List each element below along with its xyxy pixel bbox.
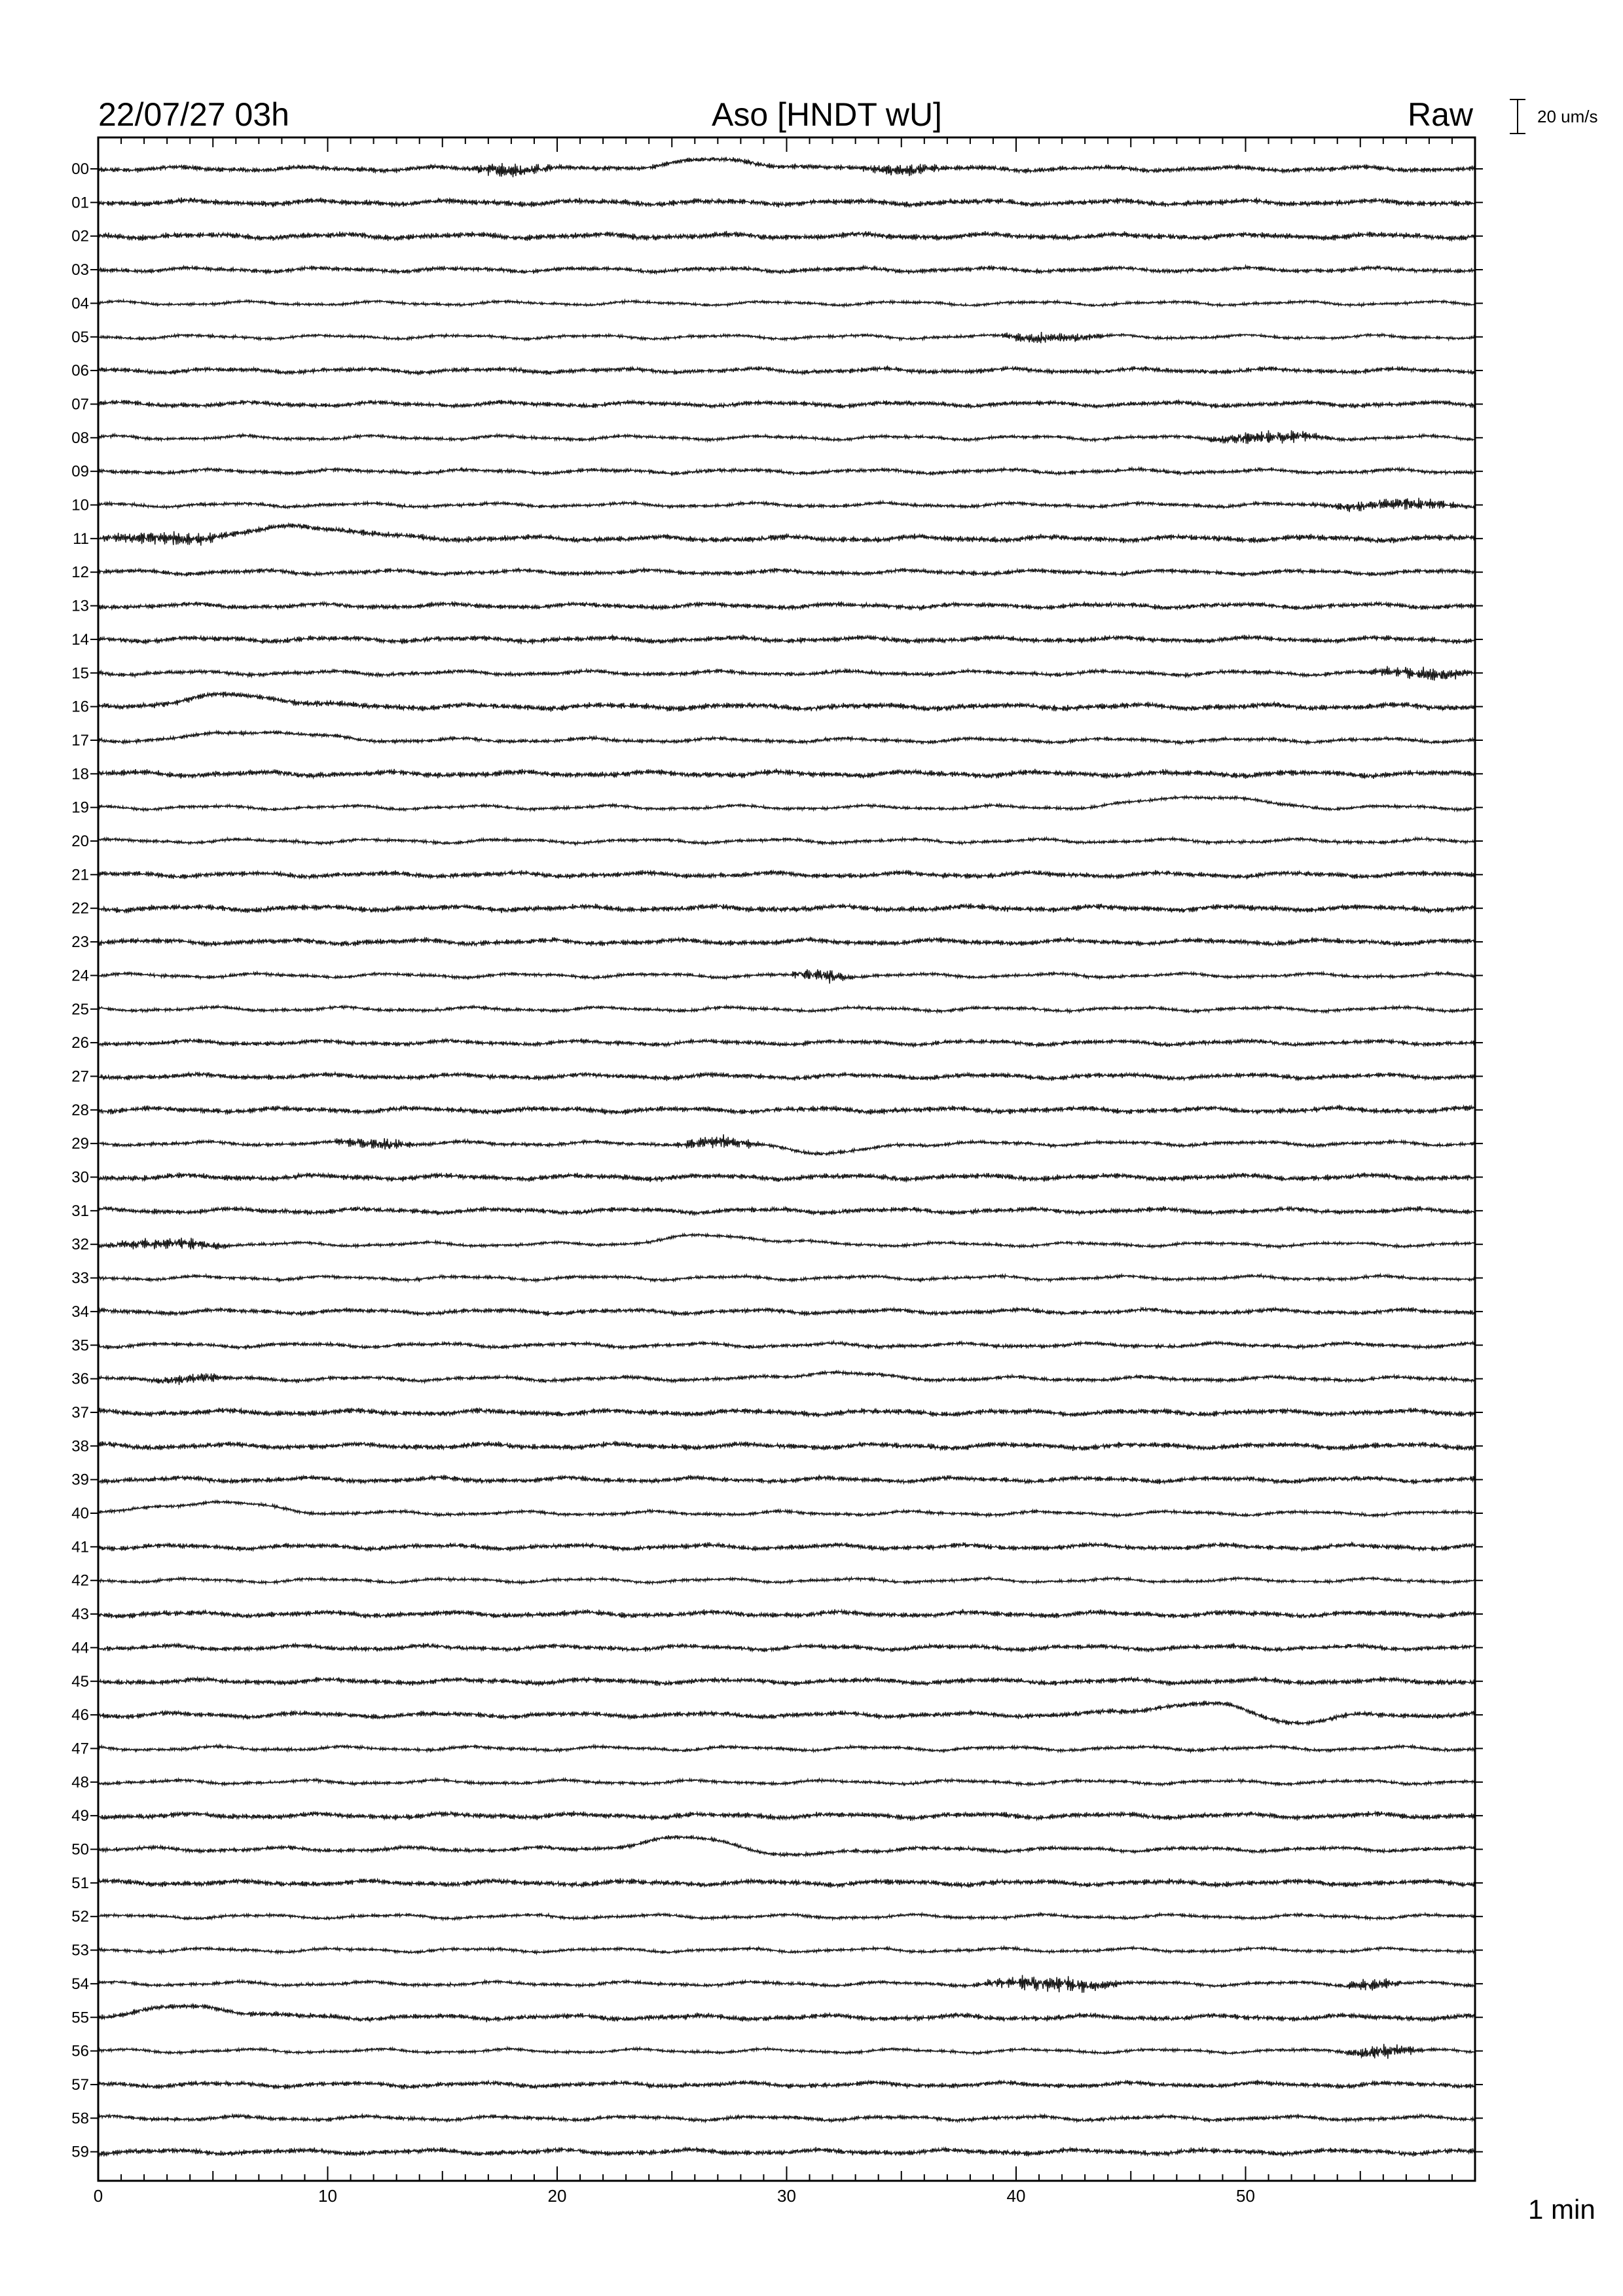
row-label-39: 39: [71, 1471, 89, 1489]
row-label-59: 59: [71, 2143, 89, 2161]
trace-row-42: [98, 1577, 1475, 1584]
row-label-04: 04: [71, 295, 89, 313]
trace-row-04: [98, 300, 1475, 306]
trace-row-33: [98, 1274, 1475, 1282]
trace-row-15: [98, 666, 1475, 681]
row-label-53: 53: [71, 1941, 89, 1960]
trace-row-27: [98, 1072, 1475, 1081]
trace-row-45: [98, 1677, 1475, 1686]
row-label-55: 55: [71, 2009, 89, 2027]
trace-row-16: [98, 692, 1475, 712]
trace-row-25: [98, 1005, 1475, 1013]
row-label-30: 30: [71, 1168, 89, 1187]
row-label-41: 41: [71, 1538, 89, 1556]
trace-row-18: [98, 768, 1475, 779]
trace-row-47: [98, 1745, 1475, 1752]
trace-row-56: [98, 2044, 1475, 2059]
row-label-18: 18: [71, 765, 89, 783]
trace-row-48: [98, 1778, 1475, 1785]
trace-row-52: [98, 1913, 1475, 1920]
trace-row-30: [98, 1172, 1475, 1182]
row-label-09: 09: [71, 463, 89, 481]
row-label-00: 00: [71, 160, 89, 178]
trace-row-54: [98, 1975, 1475, 1993]
trace-row-22: [98, 903, 1475, 913]
trace-row-23: [98, 937, 1475, 946]
trace-row-01: [98, 198, 1475, 208]
trace-row-43: [98, 1609, 1475, 1619]
row-label-44: 44: [71, 1639, 89, 1657]
row-label-42: 42: [71, 1571, 89, 1590]
row-label-01: 01: [71, 194, 89, 212]
row-label-03: 03: [71, 261, 89, 279]
trace-row-40: [98, 1501, 1475, 1517]
row-label-24: 24: [71, 967, 89, 985]
x-tick-label-group: [94, 2186, 1255, 2206]
row-label-48: 48: [71, 1773, 89, 1791]
trace-row-34: [98, 1307, 1475, 1316]
row-label-58: 58: [71, 2109, 89, 2128]
trace-row-35: [98, 1341, 1475, 1349]
scale-bar: [1510, 99, 1525, 134]
row-label-20: 20: [71, 833, 89, 850]
row-label-21: 21: [71, 866, 89, 884]
station-title: Aso [HNDT wU]: [712, 96, 942, 133]
trace-row-26: [98, 1039, 1475, 1047]
trace-row-08: [98, 430, 1475, 444]
x-tick-label-20: 20: [547, 2186, 567, 2206]
row-label-57: 57: [71, 2075, 89, 2094]
trace-row-19: [98, 796, 1475, 811]
x-tick-label-30: 30: [777, 2186, 796, 2206]
trace-row-09: [98, 467, 1475, 475]
x-tick-label-40: 40: [1006, 2186, 1026, 2206]
trace-row-41: [98, 1542, 1475, 1551]
row-label-47: 47: [71, 1740, 89, 1758]
row-label-37: 37: [71, 1403, 89, 1422]
trace-row-06: [98, 367, 1475, 375]
plot-frame: [98, 137, 1475, 2181]
row-label-10: 10: [71, 496, 89, 514]
row-label-52: 52: [71, 1908, 89, 1926]
row-label-46: 46: [71, 1706, 89, 1725]
trace-row-46: [98, 1700, 1475, 1725]
datetime-title: 22/07/27 03h: [98, 96, 289, 133]
row-label-08: 08: [71, 429, 89, 447]
row-label-15: 15: [71, 664, 89, 683]
x-axis-unit-label: 1 min: [1528, 2194, 1596, 2225]
x-tick-label-10: 10: [318, 2186, 337, 2206]
trace-row-10: [98, 498, 1475, 512]
trace-row-28: [98, 1105, 1475, 1115]
row-label-16: 16: [71, 698, 89, 716]
trace-row-11: [98, 524, 1475, 546]
mode-label: Raw: [1407, 96, 1473, 133]
row-label-11: 11: [73, 529, 89, 548]
scale-bar-label: 20 um/s: [1537, 107, 1598, 126]
trace-row-53: [98, 1946, 1475, 1954]
row-label-45: 45: [71, 1672, 89, 1691]
row-label-54: 54: [71, 1975, 89, 1993]
row-label-29: 29: [71, 1135, 89, 1153]
row-label-05: 05: [71, 328, 89, 346]
row-label-35: 35: [71, 1336, 89, 1355]
trace-row-58: [98, 2115, 1475, 2123]
trace-row-49: [98, 1811, 1475, 1821]
trace-row-20: [98, 837, 1475, 845]
row-label-07: 07: [71, 395, 89, 414]
row-label-14: 14: [71, 630, 89, 649]
trace-row-59: [98, 2147, 1475, 2157]
row-label-36: 36: [71, 1370, 89, 1388]
row-label-12: 12: [71, 564, 89, 582]
row-label-56: 56: [71, 2042, 89, 2060]
trace-row-17: [98, 730, 1475, 744]
trace-row-50: [98, 1835, 1475, 1856]
row-label-34: 34: [71, 1302, 89, 1321]
trace-row-51: [98, 1878, 1475, 1888]
row-label-19: 19: [71, 798, 89, 817]
trace-row-13: [98, 601, 1475, 610]
trace-row-44: [98, 1643, 1475, 1653]
row-label-28: 28: [71, 1101, 89, 1119]
trace-row-24: [98, 969, 1475, 984]
trace-row-14: [98, 635, 1475, 645]
trace-row-38: [98, 1441, 1475, 1451]
row-label-38: 38: [71, 1437, 89, 1456]
row-label-17: 17: [71, 731, 89, 749]
x-tick-label-0: 0: [93, 2186, 103, 2206]
trace-row-55: [98, 2004, 1475, 2022]
trace-row-12: [98, 568, 1475, 577]
trace-row-31: [98, 1206, 1475, 1215]
row-label-32: 32: [71, 1236, 89, 1254]
trace-row-39: [98, 1475, 1475, 1484]
row-label-50: 50: [71, 1840, 89, 1859]
row-label-group: [71, 160, 89, 2161]
trace-row-29: [98, 1134, 1475, 1155]
row-label-02: 02: [71, 227, 89, 245]
row-label-27: 27: [71, 1067, 89, 1086]
row-label-49: 49: [71, 1807, 89, 1825]
row-label-06: 06: [71, 362, 89, 380]
trace-row-32: [98, 1234, 1475, 1249]
trace-row-37: [98, 1408, 1475, 1417]
row-label-26: 26: [71, 1034, 89, 1052]
row-label-13: 13: [71, 597, 89, 615]
trace-row-57: [98, 2080, 1475, 2089]
trace-row-03: [98, 266, 1475, 274]
row-label-51: 51: [71, 1874, 89, 1892]
row-label-22: 22: [71, 899, 89, 918]
x-tick-label-50: 50: [1236, 2186, 1255, 2206]
trace-row-00: [98, 157, 1475, 177]
row-label-25: 25: [71, 1000, 89, 1018]
row-label-33: 33: [71, 1269, 89, 1287]
row-label-23: 23: [71, 933, 89, 952]
trace-row-07: [98, 400, 1475, 408]
trace-group: [98, 157, 1475, 2157]
trace-row-02: [98, 231, 1475, 241]
row-label-40: 40: [71, 1505, 89, 1522]
row-label-31: 31: [71, 1202, 89, 1220]
tick-group: [90, 137, 1483, 2181]
trace-row-21: [98, 870, 1475, 879]
trace-row-36: [98, 1371, 1475, 1385]
row-label-43: 43: [71, 1605, 89, 1624]
trace-row-05: [98, 332, 1475, 343]
